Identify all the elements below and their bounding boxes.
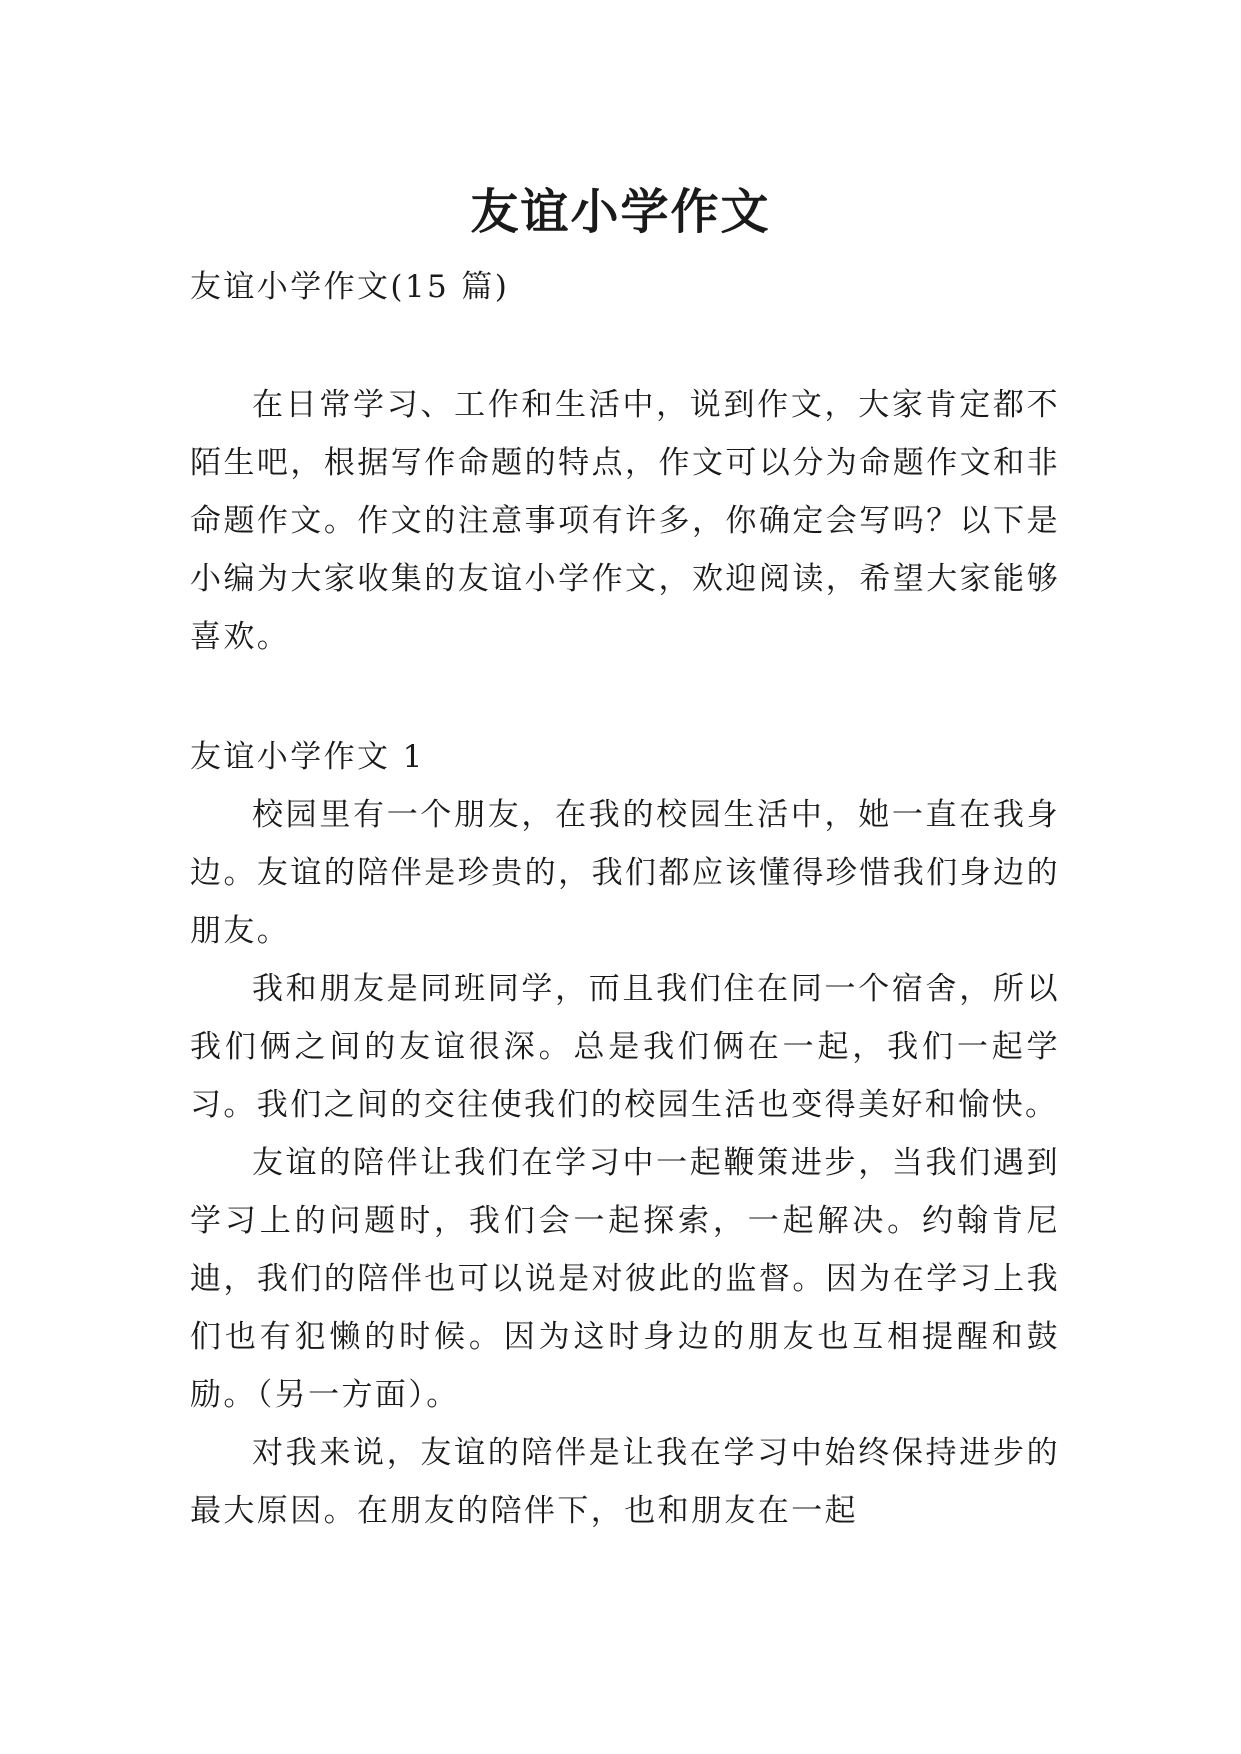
body-paragraph-4: 对我来说，友谊的陪伴是让我在学习中始终保持进步的最大原因。在朋友的陪伴下，也和朋友在一起	[190, 1435, 1060, 1529]
intro-paragraph: 在日常学习、工作和生活中，说到作文，大家肯定都不陌生吧，根据写作命题的特点，作文可以分为命题作文和非命题作文。作文的注意事项有许多，你确定会写吗？以下是小编为大家收集的友谊小学作文，欢迎阅读，希望大家能够喜欢。	[190, 387, 1060, 655]
body-paragraph-3: 友谊的陪伴让我们在学习中一起鞭策进步，当我们遇到学习上的问题时，我们会一起探索，一起解决。约翰肯尼迪，我们的陪伴也可以说是对彼此的监督。因为在学习上我们也有犯懒的时候。因为这时身边的朋友也互相提醒和鼓励。（另一方面）。	[190, 1145, 1060, 1413]
body-paragraph-1: 校园里有一个朋友，在我的校园生活中，她一直在我身边。友谊的陪伴是珍贵的，我们都应该懂得珍惜我们身边的朋友。	[190, 797, 1060, 949]
document-subtitle: 友谊小学作文(15 篇)	[190, 269, 510, 305]
section-heading: 友谊小学作文 1	[190, 739, 425, 775]
document-title: 友谊小学作文	[470, 184, 771, 241]
body-paragraph-2: 我和朋友是同班同学，而且我们住在同一个宿舍，所以我们俩之间的友谊很深。总是我们俩在一起，我们一起学习。我们之间的交往使我们的校园生活也变得美好和愉快。	[190, 971, 1060, 1123]
document-body	[190, 258, 1060, 1540]
